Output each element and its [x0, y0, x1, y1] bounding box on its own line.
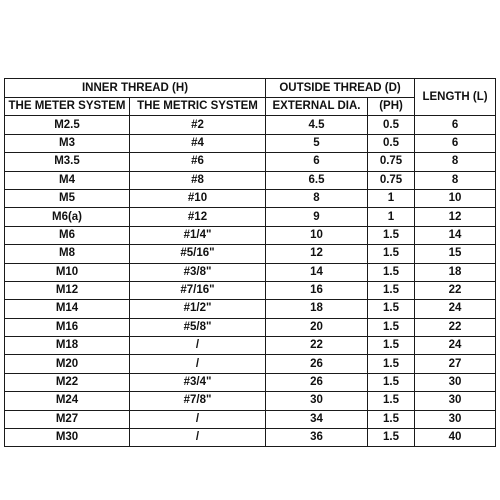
metric-system-cell: /: [130, 410, 266, 428]
external-dia-cell: 14: [266, 263, 368, 281]
meter-system-cell: M16: [5, 318, 130, 336]
length-cell: 30: [415, 410, 496, 428]
metric-system-cell: #5/16": [130, 245, 266, 263]
length-cell: 15: [415, 245, 496, 263]
table-row: [5, 134, 496, 152]
meter-system-cell: M20: [5, 355, 130, 373]
external-dia-cell: 4.5: [266, 116, 368, 134]
length-cell: 27: [415, 355, 496, 373]
length-cell: 14: [415, 226, 496, 244]
metric-system-cell: /: [130, 337, 266, 355]
metric-system-cell: #4: [130, 134, 266, 152]
metric-system-cell: #2: [130, 116, 266, 134]
external-dia-cell: 34: [266, 410, 368, 428]
metric-system-cell: #1/2": [130, 300, 266, 318]
external-dia-cell: 5: [266, 134, 368, 152]
length-cell: 10: [415, 189, 496, 207]
length-cell: 30: [415, 373, 496, 391]
table-row: [5, 373, 496, 391]
external-dia-cell: 36: [266, 429, 368, 447]
ph-cell: 1.5: [368, 337, 415, 355]
meter-system-cell: M3.5: [5, 153, 130, 171]
meter-system-cell: M10: [5, 263, 130, 281]
meter-system-cell: M30: [5, 429, 130, 447]
ph-cell: 1.5: [368, 245, 415, 263]
external-dia-cell: 10: [266, 226, 368, 244]
metric-system-cell: #12: [130, 208, 266, 226]
ph-header: (PH): [368, 98, 415, 116]
metric-system-cell: #7/16": [130, 281, 266, 299]
inner-thread-header: INNER THREAD (H): [5, 79, 266, 98]
meter-system-header: THE METER SYSTEM: [5, 98, 130, 116]
group-header-row: [5, 79, 496, 98]
ph-cell: 1.5: [368, 263, 415, 281]
external-dia-cell: 26: [266, 373, 368, 391]
length-cell: 30: [415, 392, 496, 410]
length-cell: 6: [415, 134, 496, 152]
external-dia-cell: 8: [266, 189, 368, 207]
ph-cell: 1.5: [368, 300, 415, 318]
length-cell: 6: [415, 116, 496, 134]
table-row: [5, 429, 496, 447]
metric-system-cell: /: [130, 429, 266, 447]
metric-system-cell: #1/4": [130, 226, 266, 244]
length-cell: 40: [415, 429, 496, 447]
meter-system-cell: M14: [5, 300, 130, 318]
table-row: [5, 337, 496, 355]
table-row: [5, 208, 496, 226]
external-dia-header: EXTERNAL DIA.: [266, 98, 368, 116]
table-row: [5, 410, 496, 428]
metric-system-header: THE METRIC SYSTEM: [130, 98, 266, 116]
ph-cell: 1.5: [368, 355, 415, 373]
length-cell: 12: [415, 208, 496, 226]
metric-system-cell: #6: [130, 153, 266, 171]
table-row: [5, 153, 496, 171]
ph-cell: 0.75: [368, 153, 415, 171]
external-dia-cell: 12: [266, 245, 368, 263]
external-dia-cell: 22: [266, 337, 368, 355]
length-cell: 8: [415, 171, 496, 189]
meter-system-cell: M8: [5, 245, 130, 263]
meter-system-cell: M6: [5, 226, 130, 244]
length-cell: 22: [415, 281, 496, 299]
outside-thread-header: OUTSIDE THREAD (D): [266, 79, 415, 98]
external-dia-cell: 6.5: [266, 171, 368, 189]
length-cell: 24: [415, 337, 496, 355]
table-row: [5, 355, 496, 373]
thread-size-table: [4, 78, 496, 447]
ph-cell: 1: [368, 189, 415, 207]
meter-system-cell: M27: [5, 410, 130, 428]
external-dia-cell: 30: [266, 392, 368, 410]
length-cell: 22: [415, 318, 496, 336]
thread-size-table-container: [4, 78, 495, 447]
table-row: [5, 263, 496, 281]
metric-system-cell: #3/8": [130, 263, 266, 281]
ph-cell: 0.5: [368, 116, 415, 134]
ph-cell: 1.5: [368, 410, 415, 428]
ph-cell: 1.5: [368, 226, 415, 244]
external-dia-cell: 9: [266, 208, 368, 226]
ph-cell: 1.5: [368, 318, 415, 336]
meter-system-cell: M4: [5, 171, 130, 189]
length-cell: 8: [415, 153, 496, 171]
meter-system-cell: M2.5: [5, 116, 130, 134]
length-cell: 24: [415, 300, 496, 318]
metric-system-cell: #3/4": [130, 373, 266, 391]
metric-system-cell: #8: [130, 171, 266, 189]
external-dia-cell: 20: [266, 318, 368, 336]
table-row: [5, 300, 496, 318]
table-row: [5, 245, 496, 263]
ph-cell: 1.5: [368, 281, 415, 299]
table-row: [5, 116, 496, 134]
table-row: [5, 392, 496, 410]
meter-system-cell: M24: [5, 392, 130, 410]
meter-system-cell: M12: [5, 281, 130, 299]
meter-system-cell: M6(a): [5, 208, 130, 226]
table-row: [5, 189, 496, 207]
external-dia-cell: 16: [266, 281, 368, 299]
length-header: LENGTH (L): [415, 79, 496, 116]
metric-system-cell: /: [130, 355, 266, 373]
table-body: [5, 116, 496, 447]
table-row: [5, 318, 496, 336]
ph-cell: 1.5: [368, 373, 415, 391]
ph-cell: 1: [368, 208, 415, 226]
meter-system-cell: M18: [5, 337, 130, 355]
external-dia-cell: 6: [266, 153, 368, 171]
external-dia-cell: 26: [266, 355, 368, 373]
table-row: [5, 281, 496, 299]
external-dia-cell: 18: [266, 300, 368, 318]
metric-system-cell: #10: [130, 189, 266, 207]
meter-system-cell: M3: [5, 134, 130, 152]
metric-system-cell: #7/8": [130, 392, 266, 410]
meter-system-cell: M5: [5, 189, 130, 207]
metric-system-cell: #5/8": [130, 318, 266, 336]
table-row: [5, 171, 496, 189]
ph-cell: 0.5: [368, 134, 415, 152]
meter-system-cell: M22: [5, 373, 130, 391]
ph-cell: 0.75: [368, 171, 415, 189]
ph-cell: 1.5: [368, 429, 415, 447]
table-row: [5, 226, 496, 244]
length-cell: 18: [415, 263, 496, 281]
ph-cell: 1.5: [368, 392, 415, 410]
